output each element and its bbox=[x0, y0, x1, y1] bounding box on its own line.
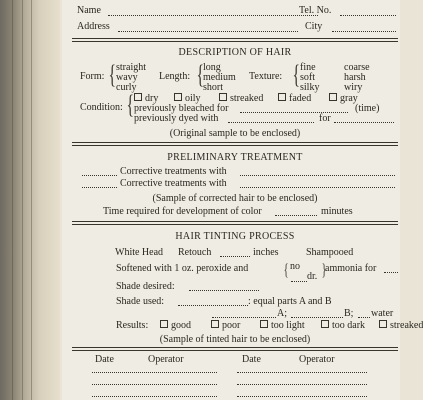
texture-option: wiry bbox=[344, 82, 363, 93]
book-binding-shadow bbox=[0, 0, 60, 400]
condition-option[interactable]: faded bbox=[278, 93, 311, 104]
checkbox-icon bbox=[329, 93, 337, 101]
softened-text: Softened with 1 oz. peroxide and bbox=[116, 263, 249, 274]
texture-label: Texture: bbox=[249, 71, 283, 82]
result-option[interactable]: too dark bbox=[321, 320, 365, 331]
result-option[interactable]: too light bbox=[260, 320, 305, 331]
retouch-field[interactable] bbox=[220, 256, 250, 257]
checkbox-icon bbox=[160, 320, 168, 328]
ammonia-field[interactable] bbox=[384, 272, 398, 273]
operator-column-label: Operator bbox=[299, 354, 335, 365]
preliminary-heading: PRELIMINARY TREATMENT bbox=[167, 152, 303, 163]
log-entry-line[interactable] bbox=[92, 372, 217, 373]
ammonia-text: ammonia for bbox=[325, 263, 377, 274]
part-a-field[interactable] bbox=[212, 317, 276, 318]
water-label: water bbox=[371, 308, 394, 319]
section-divider bbox=[72, 347, 398, 351]
texture-option: silky bbox=[300, 82, 320, 93]
texture-option: coarse bbox=[344, 62, 370, 73]
texture-brace: { bbox=[292, 60, 300, 89]
tel-label: Tel. No. bbox=[299, 5, 332, 16]
corrective-field[interactable] bbox=[240, 187, 395, 188]
bleached-text: previously bleached for bbox=[134, 103, 229, 114]
tinting-heading: HAIR TINTING PROCESS bbox=[175, 231, 295, 242]
condition-brace: { bbox=[126, 90, 134, 119]
log-entry-line[interactable] bbox=[92, 384, 217, 385]
shampooed-label: Shampooed bbox=[306, 247, 354, 258]
city-label: City bbox=[305, 21, 323, 32]
length-option: long bbox=[203, 62, 221, 73]
development-time-text: Time required for development of color bbox=[103, 206, 262, 217]
condition-label: Condition: bbox=[80, 102, 123, 113]
tel-field[interactable] bbox=[340, 15, 396, 16]
corrective-text: Corrective treatments with bbox=[120, 166, 227, 177]
length-option: medium bbox=[203, 72, 236, 83]
form-brace: { bbox=[108, 60, 116, 89]
section-divider bbox=[72, 38, 398, 42]
binding-edge-line bbox=[31, 0, 32, 400]
date-column-label: Date bbox=[95, 354, 114, 365]
shade-used-label: Shade used: bbox=[116, 296, 165, 307]
date-column-label: Date bbox=[242, 354, 261, 365]
section-divider bbox=[72, 221, 398, 225]
operator-column-label: Operator bbox=[148, 354, 184, 365]
dr-field[interactable] bbox=[291, 281, 307, 282]
checkbox-icon bbox=[379, 320, 387, 328]
equal-parts-text: : equal parts A and B bbox=[248, 296, 332, 307]
checkbox-icon bbox=[219, 93, 227, 101]
form-option: wavy bbox=[116, 72, 138, 83]
peroxide-brace: { bbox=[283, 260, 289, 279]
checkbox-icon bbox=[174, 93, 182, 101]
condition-option[interactable]: dry bbox=[134, 93, 158, 104]
corrected-sample-note: (Sample of corrected hair to be enclosed) bbox=[152, 193, 318, 204]
shade-desired-field[interactable] bbox=[189, 290, 259, 291]
results-label: Results: bbox=[116, 320, 149, 331]
white-head-label: White Head bbox=[115, 247, 164, 258]
peroxide-brace-close: } bbox=[321, 260, 327, 279]
length-label: Length: bbox=[159, 71, 191, 82]
binding-edge-line bbox=[12, 0, 13, 400]
result-option[interactable]: good bbox=[160, 320, 191, 331]
log-entry-line[interactable] bbox=[237, 396, 367, 397]
texture-option: fine bbox=[300, 62, 316, 73]
for-text: for bbox=[319, 113, 331, 124]
city-field[interactable] bbox=[332, 31, 396, 32]
minutes-text: minutes bbox=[321, 206, 353, 217]
bleached-field[interactable] bbox=[240, 112, 348, 113]
form-option: straight bbox=[116, 62, 146, 73]
dyed-text: previously dyed with bbox=[134, 113, 219, 124]
water-field[interactable] bbox=[358, 317, 370, 318]
condition-option[interactable]: streaked bbox=[219, 93, 263, 104]
time-text: (time) bbox=[355, 103, 380, 114]
shade-used-field[interactable] bbox=[178, 305, 248, 306]
part-b-label: B; bbox=[344, 308, 354, 319]
inches-label: inches bbox=[253, 247, 279, 258]
length-option: short bbox=[203, 82, 223, 93]
log-entry-line[interactable] bbox=[92, 396, 217, 397]
log-entry-line[interactable] bbox=[237, 384, 367, 385]
corrective-prefix-field[interactable] bbox=[82, 187, 117, 188]
original-sample-note: (Original sample to be enclosed) bbox=[169, 128, 301, 139]
description-heading: DESCRIPTION OF HAIR bbox=[178, 47, 292, 58]
checkbox-icon bbox=[134, 93, 142, 101]
length-brace: { bbox=[196, 60, 204, 89]
tinted-sample-note: (Sample of tinted hair to be enclosed) bbox=[159, 334, 311, 345]
part-b-field[interactable] bbox=[291, 317, 343, 318]
part-a-label: A; bbox=[277, 308, 287, 319]
shade-desired-label: Shade desired: bbox=[116, 281, 175, 292]
result-option[interactable]: streaked bbox=[379, 320, 400, 331]
checkbox-icon bbox=[211, 320, 219, 328]
log-entry-line[interactable] bbox=[237, 372, 367, 373]
corrective-prefix-field[interactable] bbox=[82, 175, 117, 176]
corrective-field[interactable] bbox=[240, 175, 395, 176]
form-label: Form: bbox=[80, 71, 105, 82]
retouch-label: Retouch bbox=[178, 247, 212, 258]
result-option[interactable]: poor bbox=[211, 320, 240, 331]
form-page bbox=[62, 0, 423, 400]
condition-option[interactable]: gray bbox=[329, 93, 358, 104]
dr-text: dr. bbox=[307, 271, 318, 282]
condition-option[interactable]: oily bbox=[174, 93, 201, 104]
address-label: Address bbox=[77, 21, 110, 32]
no-text: no bbox=[290, 261, 300, 272]
address-field[interactable] bbox=[118, 31, 298, 32]
binding-edge-line bbox=[22, 0, 23, 400]
form-option: curly bbox=[116, 82, 137, 93]
checkbox-icon bbox=[321, 320, 329, 328]
development-time-field[interactable] bbox=[275, 215, 317, 216]
name-label: Name bbox=[77, 5, 101, 16]
texture-option: harsh bbox=[344, 72, 366, 83]
corrective-text: Corrective treatments with bbox=[120, 178, 227, 189]
name-field[interactable] bbox=[108, 15, 318, 16]
section-divider bbox=[72, 142, 398, 146]
checkbox-icon bbox=[278, 93, 286, 101]
texture-option: soft bbox=[300, 72, 315, 83]
dyed-for-field[interactable] bbox=[334, 122, 394, 123]
dyed-field[interactable] bbox=[228, 122, 314, 123]
checkbox-icon bbox=[260, 320, 268, 328]
